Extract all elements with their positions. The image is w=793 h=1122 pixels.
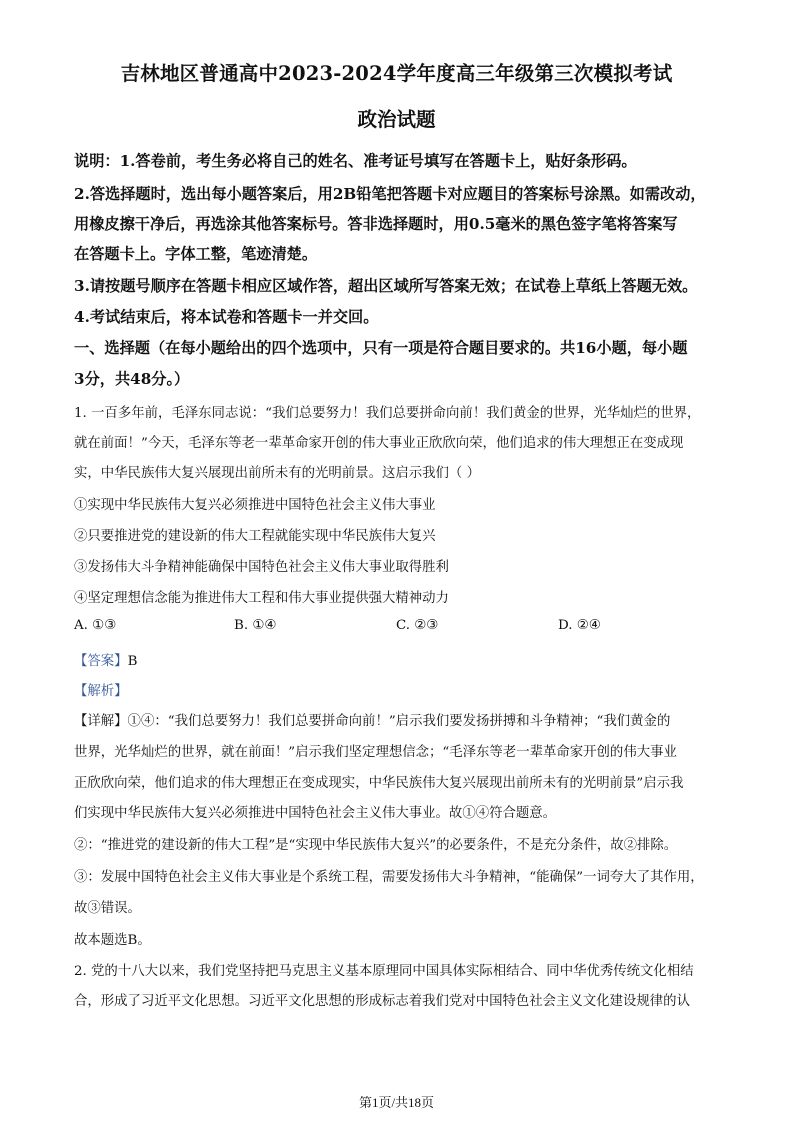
instruction-line: 4.考试结束后，将本试卷和答题卡一并交回。 bbox=[74, 308, 379, 326]
analysis-detail: 【详解】①④：“我们总要努力！我们总要拼命向前！”启示我们要发扬拼搏和斗争精神；“我们黄金的 bbox=[74, 714, 671, 729]
answer-line bbox=[74, 650, 137, 669]
question-1-statement: ③发扬伟大斗争精神能确保中国特色社会主义伟大事业取得胜利 bbox=[74, 560, 449, 575]
exam-subject-title: 政治试题 bbox=[357, 108, 436, 131]
analysis-detail: 们实现中华民族伟大复兴必须推进中国特色社会主义伟大事业。故①④符合题意。 bbox=[74, 806, 557, 821]
question-1-stem: 1. 一百多年前，毛泽东同志说：“我们总要努力！我们总要拼命向前！我们黄金的世界，光华灿烂的世界， bbox=[74, 406, 701, 421]
analysis-detail: 故③错误。 bbox=[74, 901, 141, 916]
answer-tag: 【答案】 bbox=[74, 654, 128, 669]
question-1-statement: ④坚定理想信念能为推进伟大工程和伟大事业提供强大精神动力 bbox=[74, 591, 449, 606]
analysis-conclusion: 故本题选B。 bbox=[74, 933, 151, 948]
instruction-line: 3.请按题号顺序在答题卡相应区域作答，超出区域所写答案无效；在试卷上草纸上答题无效。 bbox=[74, 277, 698, 295]
option-b: B. ①④ bbox=[234, 618, 277, 633]
instruction-line: 说明：1.答卷前，考生务必将自己的姓名、准考证号填写在答题卡上，贴好条形码。 bbox=[74, 152, 637, 170]
analysis-detail: 世界，光华灿烂的世界，就在前面！”启示我们坚定理想信念；“毛泽东等老一辈革命家开创的伟大事业 bbox=[74, 745, 677, 760]
section-heading-continued: 3分，共48分。） bbox=[74, 370, 190, 388]
instruction-line: 2.答选择题时，选出每小题答案后，用2B铅笔把答题卡对应题目的答案标号涂黑。如需改动， bbox=[74, 185, 706, 203]
option-c: C. ②③ bbox=[396, 618, 439, 633]
analysis-detail: ②：“推进党的建设新的伟大工程”是“实现中华民族伟大复兴”的必要条件，不是充分条件，故②排除。 bbox=[74, 838, 678, 853]
instruction-line: 在答题卡上。字体工整，笔迹清楚。 bbox=[74, 245, 317, 263]
question-1-stem: 实，中华民族伟大复兴展现出前所未有的光明前景。这启示我们（ ） bbox=[74, 466, 480, 481]
question-2-stem: 合，形成了习近平文化思想。习近平文化思想的形成标志着我们党对中国特色社会主义文化建设规律的认 bbox=[74, 994, 690, 1009]
instruction-line: 用橡皮擦干净后，再选涂其他答案标号。答非选择题时，用0.5毫米的黑色签字笔将答案写 bbox=[74, 215, 678, 233]
analysis-detail: ③：发展中国特色社会主义伟大事业是个系统工程，需要发扬伟大斗争精神，“能确保”一词夸大了其作用， bbox=[74, 870, 704, 885]
exam-title: 吉林地区普通高中2023-2024学年度高三年级第三次模拟考试 bbox=[120, 62, 673, 85]
question-1-statement: ①实现中华民族伟大复兴必须推进中国特色社会主义伟大事业 bbox=[74, 498, 436, 513]
question-1-stem: 就在前面！”今天，毛泽东等老一辈革命家开创的伟大事业正欣欣向荣，他们追求的伟大理想正在变成现 bbox=[74, 436, 684, 451]
analysis-detail: 正欣欣向荣，他们追求的伟大理想正在变成现实，中华民族伟大复兴展现出前所未有的光明前景”启示我 bbox=[74, 776, 684, 791]
option-a: A. ①③ bbox=[74, 618, 117, 633]
analysis-tag: 【解析】 bbox=[74, 684, 128, 699]
option-d: D. ②④ bbox=[558, 618, 601, 633]
page-number: 第1页/共18页 bbox=[358, 1095, 435, 1110]
answer-value: B bbox=[127, 654, 138, 669]
question-1-statement: ②只要推进党的建设新的伟大工程就能实现中华民族伟大复兴 bbox=[74, 529, 436, 544]
question-2-stem: 2. 党的十八大以来，我们党坚持把马克思主义基本原理同中国具体实际相结合、同中华优秀传统文化相结 bbox=[74, 964, 694, 979]
section-heading: 一、选择题（在每小题给出的四个选项中，只有一项是符合题目要求的。共16小题，每小题 bbox=[74, 339, 688, 357]
